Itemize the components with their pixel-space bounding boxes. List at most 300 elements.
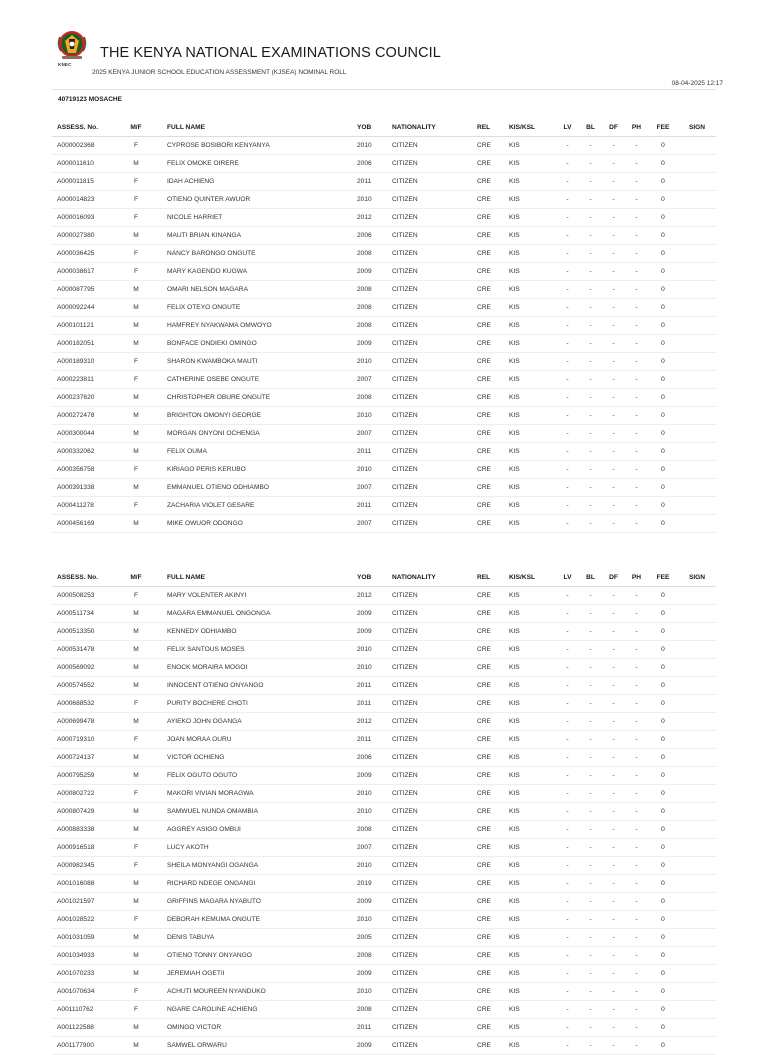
cell-df: -	[602, 1001, 625, 1019]
cell-sign	[678, 515, 716, 533]
cell-full-name: OMINGO VICTOR	[162, 1019, 352, 1037]
cell-sign	[678, 281, 716, 299]
cell-ph: -	[625, 713, 648, 731]
column-header-kis-ksl: KIS/KSL	[504, 118, 556, 137]
cell-ph: -	[625, 191, 648, 209]
cell-full-name: BRIGHTON OMONYI GEORGE	[162, 407, 352, 425]
cell-rel: CRE	[472, 335, 504, 353]
cell-gender: F	[110, 173, 162, 191]
cell-gender: M	[110, 893, 162, 911]
nominal-roll-title: 2025 KENYA JUNIOR SCHOOL EDUCATION ASSESSMENT (KJSEA) NOMINAL ROLL	[92, 69, 347, 76]
cell-full-name: ACHUTI MOUREEN NYANDUKO	[162, 983, 352, 1001]
cell-sign	[678, 875, 716, 893]
cell-df: -	[602, 767, 625, 785]
cell-nationality: CITIZEN	[387, 587, 472, 605]
cell-bl: -	[579, 245, 602, 263]
cell-kis-ksl: KIS	[504, 443, 556, 461]
cell-full-name: FELIX SANTOUS MOSES	[162, 641, 352, 659]
cell-nationality: CITIZEN	[387, 155, 472, 173]
knec-coat-of-arms-logo	[54, 27, 90, 63]
cell-bl: -	[579, 137, 602, 155]
cell-lv: -	[556, 1037, 579, 1055]
cell-assess-no: A000719310	[52, 731, 110, 749]
cell-bl: -	[579, 173, 602, 191]
cell-sign	[678, 425, 716, 443]
cell-sign	[678, 821, 716, 839]
column-header-rel: REL	[472, 568, 504, 587]
cell-bl: -	[579, 461, 602, 479]
cell-lv: -	[556, 677, 579, 695]
table-row	[52, 299, 716, 317]
table-row	[52, 623, 716, 641]
cell-nationality: CITIZEN	[387, 821, 472, 839]
cell-full-name: JOAN MORAA OURU	[162, 731, 352, 749]
cell-fee: 0	[648, 695, 678, 713]
table-row	[52, 1019, 716, 1037]
cell-fee: 0	[648, 1001, 678, 1019]
nominal-roll-table-2	[52, 568, 716, 1055]
cell-gender: F	[110, 587, 162, 605]
cell-kis-ksl: KIS	[504, 299, 556, 317]
cell-kis-ksl: KIS	[504, 497, 556, 515]
table-row	[52, 767, 716, 785]
cell-rel: CRE	[472, 137, 504, 155]
table-body	[52, 137, 716, 533]
column-header-sign: SIGN	[678, 568, 716, 587]
cell-lv: -	[556, 443, 579, 461]
cell-yob: 2009	[352, 1037, 387, 1055]
cell-fee: 0	[648, 623, 678, 641]
cell-ph: -	[625, 173, 648, 191]
cell-ph: -	[625, 893, 648, 911]
cell-bl: -	[579, 965, 602, 983]
cell-bl: -	[579, 803, 602, 821]
cell-lv: -	[556, 749, 579, 767]
cell-yob: 2006	[352, 155, 387, 173]
cell-df: -	[602, 227, 625, 245]
cell-rel: CRE	[472, 227, 504, 245]
cell-ph: -	[625, 335, 648, 353]
cell-nationality: CITIZEN	[387, 767, 472, 785]
cell-gender: F	[110, 983, 162, 1001]
logo-caption: KNEC	[58, 62, 72, 67]
cell-rel: CRE	[472, 371, 504, 389]
cell-nationality: CITIZEN	[387, 461, 472, 479]
column-header-yob: YOB	[352, 568, 387, 587]
cell-full-name: OTIENO TONNY ONYANGO	[162, 947, 352, 965]
cell-bl: -	[579, 623, 602, 641]
cell-fee: 0	[648, 659, 678, 677]
table-row	[52, 1001, 716, 1019]
cell-fee: 0	[648, 965, 678, 983]
cell-gender: M	[110, 821, 162, 839]
cell-df: -	[602, 443, 625, 461]
cell-lv: -	[556, 947, 579, 965]
cell-df: -	[602, 893, 625, 911]
cell-gender: F	[110, 209, 162, 227]
cell-df: -	[602, 623, 625, 641]
cell-nationality: CITIZEN	[387, 263, 472, 281]
cell-yob: 2010	[352, 659, 387, 677]
cell-nationality: CITIZEN	[387, 515, 472, 533]
cell-full-name: INNOCENT OTIENO ONYANGO	[162, 677, 352, 695]
table-row	[52, 641, 716, 659]
table-row	[52, 443, 716, 461]
cell-bl: -	[579, 875, 602, 893]
cell-gender: M	[110, 659, 162, 677]
cell-ph: -	[625, 407, 648, 425]
cell-ph: -	[625, 317, 648, 335]
cell-rel: CRE	[472, 407, 504, 425]
cell-kis-ksl: KIS	[504, 515, 556, 533]
cell-nationality: CITIZEN	[387, 173, 472, 191]
cell-kis-ksl: KIS	[504, 731, 556, 749]
cell-gender: M	[110, 425, 162, 443]
cell-fee: 0	[648, 605, 678, 623]
cell-kis-ksl: KIS	[504, 749, 556, 767]
cell-lv: -	[556, 983, 579, 1001]
cell-assess-no: A000511734	[52, 605, 110, 623]
column-header-bl: BL	[579, 568, 602, 587]
cell-sign	[678, 641, 716, 659]
cell-nationality: CITIZEN	[387, 497, 472, 515]
cell-kis-ksl: KIS	[504, 587, 556, 605]
cell-sign	[678, 227, 716, 245]
cell-nationality: CITIZEN	[387, 965, 472, 983]
cell-bl: -	[579, 479, 602, 497]
cell-kis-ksl: KIS	[504, 1001, 556, 1019]
column-header-lv: LV	[556, 118, 579, 137]
cell-rel: CRE	[472, 245, 504, 263]
cell-fee: 0	[648, 857, 678, 875]
cell-fee: 0	[648, 371, 678, 389]
cell-nationality: CITIZEN	[387, 443, 472, 461]
cell-kis-ksl: KIS	[504, 695, 556, 713]
cell-full-name: DEBORAH KEMUMA ONGUTE	[162, 911, 352, 929]
cell-ph: -	[625, 1001, 648, 1019]
cell-lv: -	[556, 767, 579, 785]
cell-ph: -	[625, 659, 648, 677]
cell-nationality: CITIZEN	[387, 227, 472, 245]
cell-sign	[678, 695, 716, 713]
cell-rel: CRE	[472, 299, 504, 317]
cell-gender: M	[110, 389, 162, 407]
cell-gender: M	[110, 677, 162, 695]
cell-fee: 0	[648, 983, 678, 1001]
cell-gender: M	[110, 623, 162, 641]
cell-ph: -	[625, 695, 648, 713]
cell-df: -	[602, 281, 625, 299]
cell-sign	[678, 497, 716, 515]
cell-sign	[678, 389, 716, 407]
cell-yob: 2010	[352, 983, 387, 1001]
cell-yob: 2009	[352, 623, 387, 641]
cell-bl: -	[579, 1019, 602, 1037]
cell-rel: CRE	[472, 839, 504, 857]
cell-full-name: ZACHARIA VIOLET GESARE	[162, 497, 352, 515]
cell-df: -	[602, 821, 625, 839]
table-row	[52, 461, 716, 479]
cell-bl: -	[579, 731, 602, 749]
cell-df: -	[602, 461, 625, 479]
cell-lv: -	[556, 245, 579, 263]
cell-lv: -	[556, 263, 579, 281]
table-row	[52, 1037, 716, 1055]
cell-assess-no: A000391338	[52, 479, 110, 497]
cell-yob: 2006	[352, 749, 387, 767]
cell-full-name: HAMFREY NYAKWAMA OMWOYO	[162, 317, 352, 335]
table-row	[52, 425, 716, 443]
cell-gender: M	[110, 947, 162, 965]
cell-fee: 0	[648, 587, 678, 605]
cell-assess-no: A000036425	[52, 245, 110, 263]
cell-lv: -	[556, 803, 579, 821]
school-code-name: 40719123 MOSACHE	[58, 96, 122, 103]
cell-lv: -	[556, 479, 579, 497]
cell-bl: -	[579, 947, 602, 965]
cell-assess-no: A000182051	[52, 335, 110, 353]
cell-fee: 0	[648, 929, 678, 947]
cell-kis-ksl: KIS	[504, 965, 556, 983]
cell-rel: CRE	[472, 659, 504, 677]
cell-yob: 2007	[352, 839, 387, 857]
cell-lv: -	[556, 515, 579, 533]
cell-ph: -	[625, 623, 648, 641]
cell-lv: -	[556, 785, 579, 803]
cell-df: -	[602, 731, 625, 749]
cell-full-name: CATHERINE OSEBE ONGUTE	[162, 371, 352, 389]
cell-bl: -	[579, 641, 602, 659]
cell-nationality: CITIZEN	[387, 695, 472, 713]
cell-bl: -	[579, 353, 602, 371]
column-header-full-name: FULL NAME	[162, 568, 352, 587]
cell-gender: M	[110, 1019, 162, 1037]
cell-nationality: CITIZEN	[387, 785, 472, 803]
cell-fee: 0	[648, 227, 678, 245]
cell-ph: -	[625, 479, 648, 497]
cell-fee: 0	[648, 155, 678, 173]
table-row	[52, 785, 716, 803]
cell-df: -	[602, 947, 625, 965]
cell-bl: -	[579, 443, 602, 461]
cell-kis-ksl: KIS	[504, 605, 556, 623]
cell-fee: 0	[648, 893, 678, 911]
cell-sign	[678, 605, 716, 623]
cell-ph: -	[625, 227, 648, 245]
cell-gender: M	[110, 335, 162, 353]
table-row	[52, 335, 716, 353]
cell-lv: -	[556, 317, 579, 335]
cell-nationality: CITIZEN	[387, 1019, 472, 1037]
cell-nationality: CITIZEN	[387, 911, 472, 929]
cell-fee: 0	[648, 317, 678, 335]
cell-full-name: FELIX OUMA	[162, 443, 352, 461]
cell-lv: -	[556, 1001, 579, 1019]
cell-df: -	[602, 677, 625, 695]
cell-lv: -	[556, 839, 579, 857]
cell-bl: -	[579, 677, 602, 695]
cell-bl: -	[579, 821, 602, 839]
cell-fee: 0	[648, 479, 678, 497]
cell-sign	[678, 191, 716, 209]
table-row	[52, 911, 716, 929]
column-header-fee: FEE	[648, 568, 678, 587]
cell-sign	[678, 893, 716, 911]
cell-nationality: CITIZEN	[387, 137, 472, 155]
cell-sign	[678, 461, 716, 479]
cell-sign	[678, 371, 716, 389]
cell-rel: CRE	[472, 821, 504, 839]
cell-gender: M	[110, 227, 162, 245]
cell-lv: -	[556, 461, 579, 479]
cell-full-name: RICHARD NDEGE ONGANGI	[162, 875, 352, 893]
cell-df: -	[602, 497, 625, 515]
cell-ph: -	[625, 371, 648, 389]
column-header-bl: BL	[579, 118, 602, 137]
cell-df: -	[602, 479, 625, 497]
cell-kis-ksl: KIS	[504, 947, 556, 965]
cell-bl: -	[579, 371, 602, 389]
cell-bl: -	[579, 317, 602, 335]
cell-sign	[678, 1019, 716, 1037]
column-header-sign: SIGN	[678, 118, 716, 137]
cell-kis-ksl: KIS	[504, 209, 556, 227]
cell-ph: -	[625, 911, 648, 929]
cell-full-name: MORGAN ONYONI OCHENGA	[162, 425, 352, 443]
cell-fee: 0	[648, 875, 678, 893]
cell-assess-no: A001031059	[52, 929, 110, 947]
cell-nationality: CITIZEN	[387, 425, 472, 443]
cell-assess-no: A000272478	[52, 407, 110, 425]
cell-full-name: OTIENO QUINTER AWUOR	[162, 191, 352, 209]
cell-full-name: NICOLE HARRIET	[162, 209, 352, 227]
cell-bl: -	[579, 767, 602, 785]
cell-ph: -	[625, 209, 648, 227]
cell-df: -	[602, 317, 625, 335]
cell-bl: -	[579, 425, 602, 443]
cell-bl: -	[579, 263, 602, 281]
cell-df: -	[602, 983, 625, 1001]
cell-bl: -	[579, 929, 602, 947]
cell-full-name: SHARON KWAMBOKA MAUTI	[162, 353, 352, 371]
cell-assess-no: A001070634	[52, 983, 110, 1001]
cell-yob: 2010	[352, 857, 387, 875]
cell-bl: -	[579, 785, 602, 803]
cell-full-name: MARY VOLENTER AKINYI	[162, 587, 352, 605]
cell-fee: 0	[648, 497, 678, 515]
cell-assess-no: A000237620	[52, 389, 110, 407]
cell-lv: -	[556, 659, 579, 677]
cell-rel: CRE	[472, 623, 504, 641]
table-row	[52, 191, 716, 209]
cell-fee: 0	[648, 713, 678, 731]
cell-fee: 0	[648, 263, 678, 281]
cell-yob: 2007	[352, 515, 387, 533]
cell-rel: CRE	[472, 191, 504, 209]
cell-df: -	[602, 641, 625, 659]
cell-sign	[678, 335, 716, 353]
cell-bl: -	[579, 191, 602, 209]
table-row	[52, 695, 716, 713]
cell-assess-no: A000016093	[52, 209, 110, 227]
column-header-rel: REL	[472, 118, 504, 137]
cell-full-name: CHRISTOPHER OBURE ONGUTE	[162, 389, 352, 407]
cell-df: -	[602, 659, 625, 677]
cell-yob: 2008	[352, 281, 387, 299]
table-row	[52, 209, 716, 227]
cell-sign	[678, 1037, 716, 1055]
cell-full-name: MARY KAGENDO KUGWA	[162, 263, 352, 281]
cell-full-name: BONFACE ONDIEKI OMINGO	[162, 335, 352, 353]
cell-sign	[678, 155, 716, 173]
cell-sign	[678, 803, 716, 821]
cell-kis-ksl: KIS	[504, 245, 556, 263]
cell-sign	[678, 407, 716, 425]
cell-kis-ksl: KIS	[504, 875, 556, 893]
cell-kis-ksl: KIS	[504, 389, 556, 407]
cell-sign	[678, 767, 716, 785]
cell-rel: CRE	[472, 947, 504, 965]
cell-lv: -	[556, 137, 579, 155]
cell-lv: -	[556, 191, 579, 209]
cell-ph: -	[625, 515, 648, 533]
cell-fee: 0	[648, 911, 678, 929]
cell-yob: 2009	[352, 767, 387, 785]
cell-bl: -	[579, 695, 602, 713]
cell-assess-no: A000574552	[52, 677, 110, 695]
cell-fee: 0	[648, 443, 678, 461]
cell-full-name: AGGREY ASIGO OMBUI	[162, 821, 352, 839]
cell-fee: 0	[648, 749, 678, 767]
cell-assess-no: A001110762	[52, 1001, 110, 1019]
table-row	[52, 245, 716, 263]
cell-fee: 0	[648, 299, 678, 317]
cell-assess-no: A000332062	[52, 443, 110, 461]
cell-full-name: AYIEKO JOHN OGANGA	[162, 713, 352, 731]
cell-full-name: FELIX OGUTO OGUTO	[162, 767, 352, 785]
cell-fee: 0	[648, 1037, 678, 1055]
cell-sign	[678, 173, 716, 191]
cell-assess-no: A000300044	[52, 425, 110, 443]
table-row	[52, 515, 716, 533]
table-row	[52, 605, 716, 623]
cell-gender: M	[110, 929, 162, 947]
cell-rel: CRE	[472, 1001, 504, 1019]
cell-assess-no: A000101121	[52, 317, 110, 335]
column-header-df: DF	[602, 118, 625, 137]
cell-lv: -	[556, 281, 579, 299]
cell-lv: -	[556, 209, 579, 227]
cell-bl: -	[579, 893, 602, 911]
cell-full-name: FELIX OMOKE OIRERE	[162, 155, 352, 173]
table-row	[52, 317, 716, 335]
cell-rel: CRE	[472, 353, 504, 371]
cell-rel: CRE	[472, 443, 504, 461]
cell-df: -	[602, 191, 625, 209]
cell-full-name: GRIFFINS MAGARA NYABUTO	[162, 893, 352, 911]
cell-lv: -	[556, 929, 579, 947]
cell-full-name: NGARE CAROLINE ACHIENG	[162, 1001, 352, 1019]
cell-ph: -	[625, 929, 648, 947]
cell-bl: -	[579, 713, 602, 731]
cell-rel: CRE	[472, 767, 504, 785]
table-row	[52, 497, 716, 515]
cell-kis-ksl: KIS	[504, 479, 556, 497]
cell-df: -	[602, 803, 625, 821]
cell-sign	[678, 443, 716, 461]
cell-yob: 2009	[352, 263, 387, 281]
cell-assess-no: A000456169	[52, 515, 110, 533]
